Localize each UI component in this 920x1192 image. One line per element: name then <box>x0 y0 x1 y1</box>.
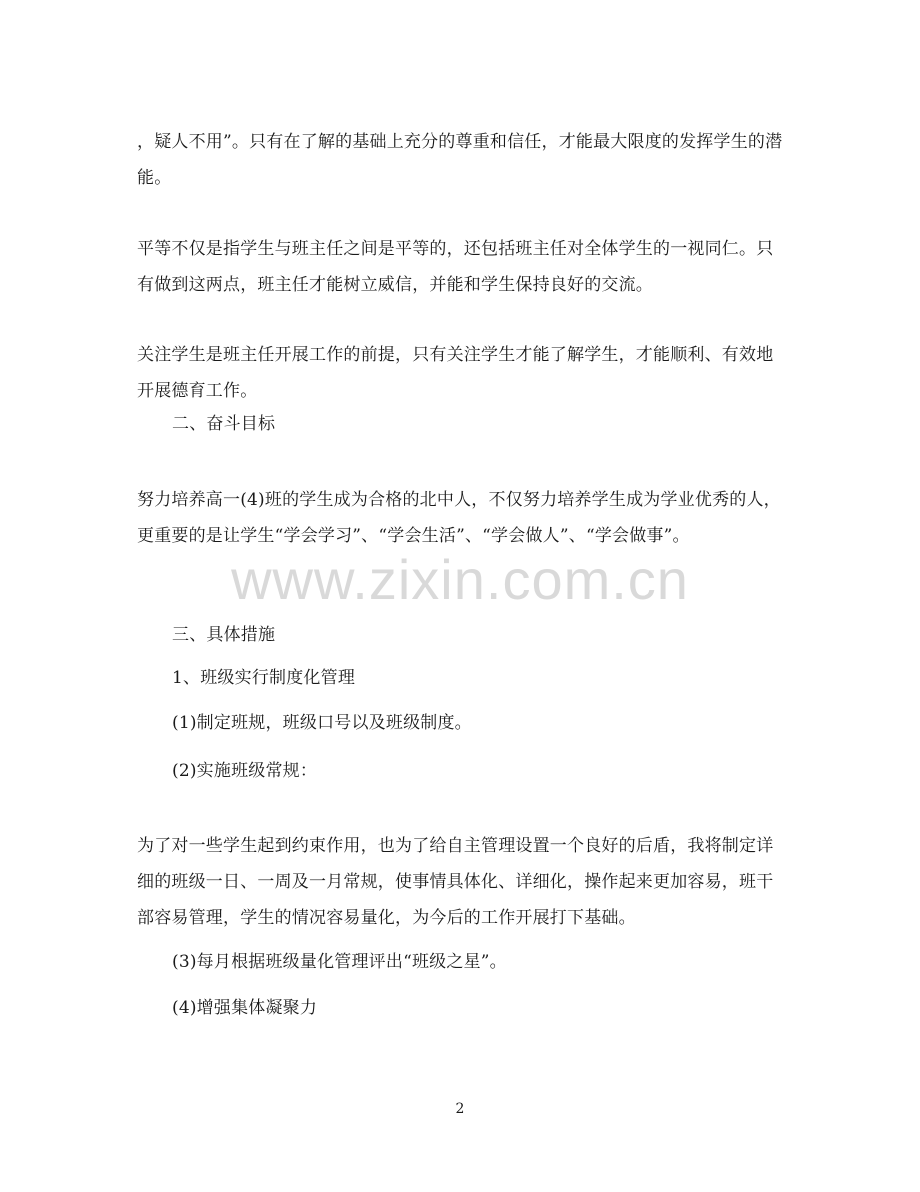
paragraph-goal-description: 努力培养高一(4)班的学生成为合格的北中人，不仅努力培养学生成为学业优秀的人，更重要的是让学生“学会学习”、“学会生活”、“学会做人”、“学会做事”。 <box>137 490 781 546</box>
heading-measures: 三、具体措施 <box>172 625 276 645</box>
page-number: 2 <box>455 1101 465 1117</box>
paragraph-attention: 关注学生是班主任开展工作的前提，只有关注学生才能了解学生，才能顺利、有效地开展德育工作。 <box>137 345 774 401</box>
heading-goals: 二、奋斗目标 <box>172 414 276 434</box>
paragraph-trust-potential: ，疑人不用”。只有在了解的基础上充分的尊重和信任，才能最大限度的发挥学生的潜能。 <box>137 132 783 188</box>
item-cohesion: (4)增强集体凝聚力 <box>172 998 318 1018</box>
paragraph-equality: 平等不仅是指学生与班主任之间是平等的，还包括班主任对全体学生的一视同仁。只有做到这两点，班主任才能树立威信，并能和学生保持良好的交流。 <box>137 239 774 295</box>
paragraph-routine-details: 为了对一些学生起到约束作用，也为了给自主管理设置一个良好的后盾，我将制定详细的班级一日、一周及一月常规，使事情具体化、详细化，操作起来更加容易，班干部容易管理，学生的情况容易量化，为今后的工作开展打下基础。 <box>137 836 774 928</box>
item-institutional-management: 1、班级实行制度化管理 <box>172 668 356 688</box>
item-class-rules: (1)制定班规，班级口号以及班级制度。 <box>172 713 472 733</box>
item-class-star: (3)每月根据班级量化管理评出“班级之星”。 <box>172 952 507 972</box>
watermark: www.zixin.com.cn <box>231 548 689 611</box>
item-class-routine: (2)实施班级常规： <box>172 761 318 781</box>
